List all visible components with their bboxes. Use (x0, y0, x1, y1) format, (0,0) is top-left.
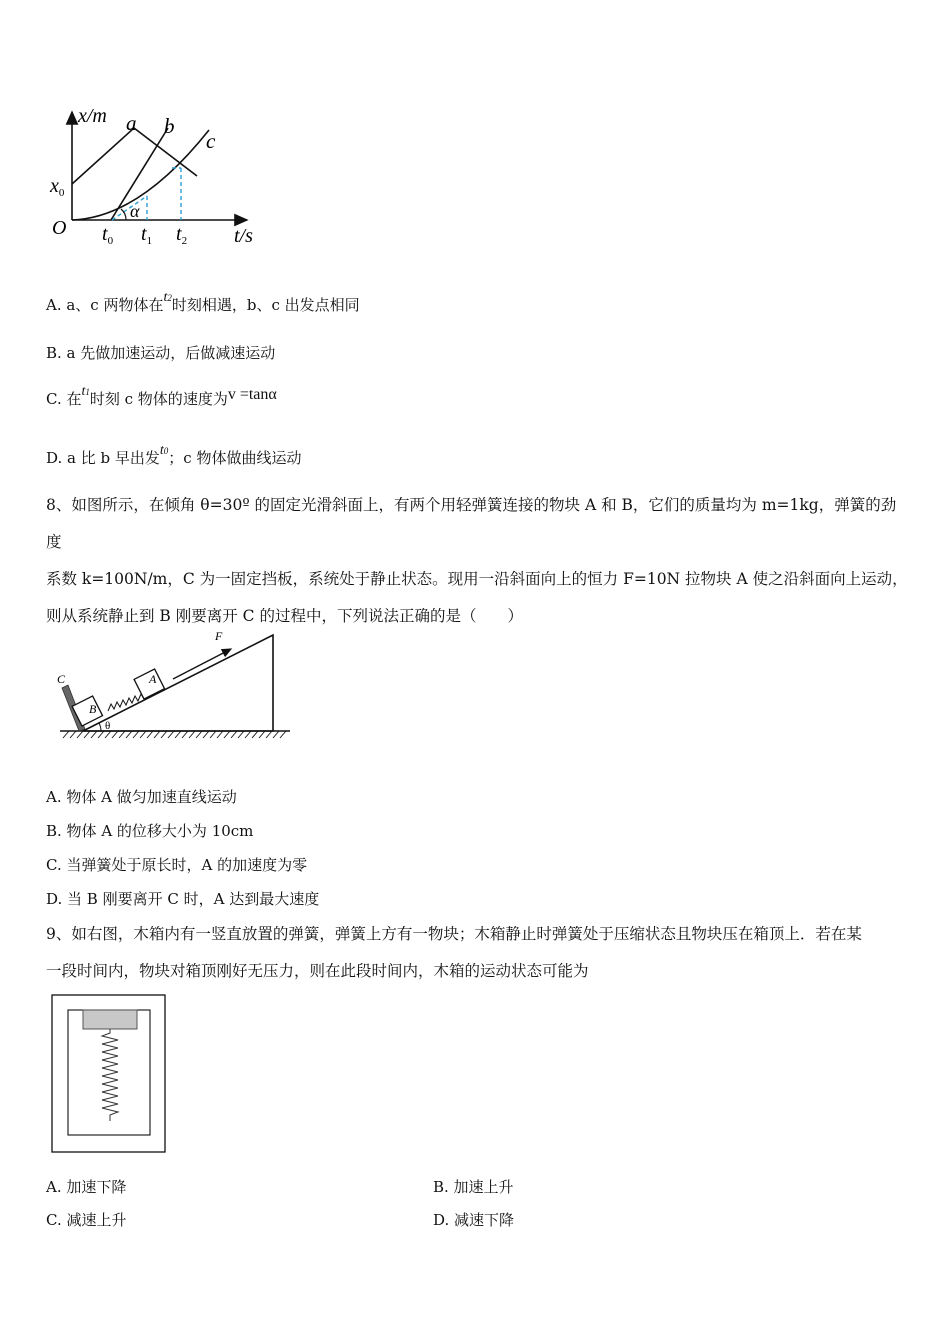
ground-hatch (63, 731, 286, 738)
q7-option-b[interactable]: B. a 先做加速运动，后做减速运动 (46, 344, 276, 362)
label-a: A (149, 672, 157, 686)
q9-option-d[interactable]: D. 减速下降 (433, 1211, 515, 1229)
curve-c (72, 130, 209, 220)
x0-label: $x_0$ (50, 175, 65, 199)
block (83, 1010, 137, 1029)
q9-stem-line-2: 一段时间内，物块对箱顶刚好无压力，则在此段时间内，木箱的运动状态可能为 (46, 962, 589, 980)
q8-stem-line-3: 则从系统静止到 B 刚要离开 C 的过程中，下列说法正确的是（ ） (46, 607, 523, 625)
label-theta: θ (105, 720, 111, 732)
q9-box-figure (50, 993, 168, 1155)
q8-incline-figure (55, 625, 295, 743)
q8-option-b[interactable]: B. 物体 A 的位移大小为 10cm (46, 822, 254, 840)
q7-option-a[interactable]: A. a、c 两物体在t2时刻相遇，b、c 出发点相同 (46, 290, 360, 314)
q9-stem (46, 916, 908, 990)
t2-label: $t_2$ (176, 223, 188, 247)
q9-stem-line-1: 9、如右图，木箱内有一竖直放置的弹簧，弹簧上方有一物块；木箱静止时弹簧处于压缩状态且物块压在箱顶上．若在某 (46, 925, 862, 943)
q8-stem-line-2: 系数 k=100N/m，C 为一固定挡板，系统处于静止状态。现用一沿斜面向上的恒力 F=10N 拉物块 A 使之沿斜面向上运动， (46, 570, 908, 588)
label-f: F (215, 629, 223, 643)
incline (83, 635, 273, 731)
q7-option-d[interactable]: D. a 比 b 早出发t0；c 物体做曲线运动 (46, 443, 302, 467)
q8-stem (46, 487, 908, 635)
alpha-label: α (130, 201, 140, 221)
q8-stem-line-1: 8、如图所示，在倾角 θ=30º 的固定光滑斜面上，有两个用轻弹簧连接的物块 A 和 B，它们的质量均为 m=1kg，弹簧的劲度 (46, 496, 897, 551)
label-b: B (89, 702, 97, 716)
t1-label: $t_1$ (141, 223, 153, 247)
line-a-label: a (126, 111, 137, 135)
q8-option-d[interactable]: D. 当 B 刚要离开 C 时，A 达到最大速度 (46, 890, 320, 908)
q7-xt-graph (44, 100, 274, 250)
q9-option-a[interactable]: A. 加速下降 (46, 1178, 127, 1196)
q8-option-c[interactable]: C. 当弹簧处于原长时，A 的加速度为零 (46, 856, 308, 874)
theta-arc (99, 723, 101, 731)
q8-option-a[interactable]: A. 物体 A 做匀加速直线运动 (46, 788, 237, 806)
curve-c-label: c (206, 129, 216, 153)
t0-label: $t_0$ (102, 223, 114, 247)
line-a (72, 128, 134, 184)
q9-option-c[interactable]: C. 减速上升 (46, 1211, 127, 1229)
force-arrow-f (173, 649, 231, 679)
x-axis-label: t/s (234, 225, 253, 247)
y-axis-label: x/m (78, 105, 107, 127)
label-c: C (57, 672, 66, 686)
q9-option-b[interactable]: B. 加速上升 (433, 1178, 514, 1196)
origin-label: O (52, 217, 67, 239)
line-b-label: b (164, 114, 175, 138)
q7-option-c[interactable]: C. 在t1时刻 c 物体的速度为v =tanα (46, 384, 277, 408)
